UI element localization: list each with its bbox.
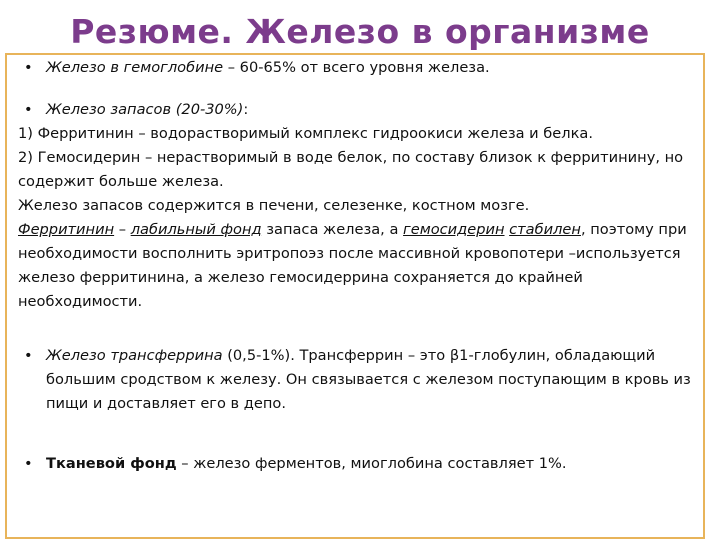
bullet-transferrin-iron — [18, 344, 700, 416]
bullet-marker: • — [24, 101, 33, 118]
labile-text-2: запаса железа, а — [261, 221, 404, 238]
labile-fund-paragraph — [18, 218, 700, 314]
term-hemoglobin-iron: Железо в гемоглобине — [46, 59, 224, 76]
storage-location-paragraph: Железо запасов содержится в печени, селезенке, костном мозге. — [18, 197, 530, 214]
tissue-fund-text: – железо ферментов, миоглобина составляет 1%. — [176, 455, 567, 472]
labile-text-4: , поэтому при необходимости восполнить эритропоэз после массивной кровопотери –используется железо ферритинина, а железо гемосидеррина сохраняется до крайней необходимости. — [18, 221, 687, 310]
slide-content — [18, 56, 700, 476]
storage-iron-suffix: : — [243, 101, 249, 118]
hemoglobin-iron-text: – 60-65% от всего уровня железа. — [223, 59, 490, 76]
labile-text-1: – — [114, 221, 131, 238]
hemosiderin-paragraph: 2) Гемосидерин – нерастворимый в воде белок, по составу близок к ферритинину, но содержит больше железа. — [18, 149, 684, 190]
bullet-marker: • — [24, 455, 33, 472]
bullet-tissue-fund — [18, 452, 700, 476]
term-stable: стабилен — [509, 221, 581, 238]
transferrin-iron-text: (0,5-1%). Трансферрин – это β1-глобулин, обладающий большим сродством к железу. Он связывается с железом поступающим в кровь из пищи и доставляет его в депо. — [46, 347, 691, 412]
bullet-hemoglobin-iron — [18, 56, 700, 80]
term-hemosiderin: гемосидерин — [403, 221, 505, 238]
term-tissue-fund: Тканевой фонд — [46, 455, 177, 472]
ferritin-paragraph: 1) Ферритинин – водорастворимый комплекс гидроокиси железа и белка. — [18, 125, 593, 142]
bullet-marker: • — [24, 347, 33, 364]
term-storage-iron: Железо запасов (20-30%) — [46, 101, 244, 118]
term-transferrin-iron: Железо трансферрина — [46, 347, 223, 364]
bullet-storage-iron — [18, 98, 700, 122]
slide-title: Резюме. Железо в организме — [70, 12, 650, 51]
bullet-marker: • — [24, 59, 33, 76]
term-labile-fund: лабильный фонд — [130, 221, 262, 238]
term-ferritinin: Ферритинин — [18, 221, 115, 238]
